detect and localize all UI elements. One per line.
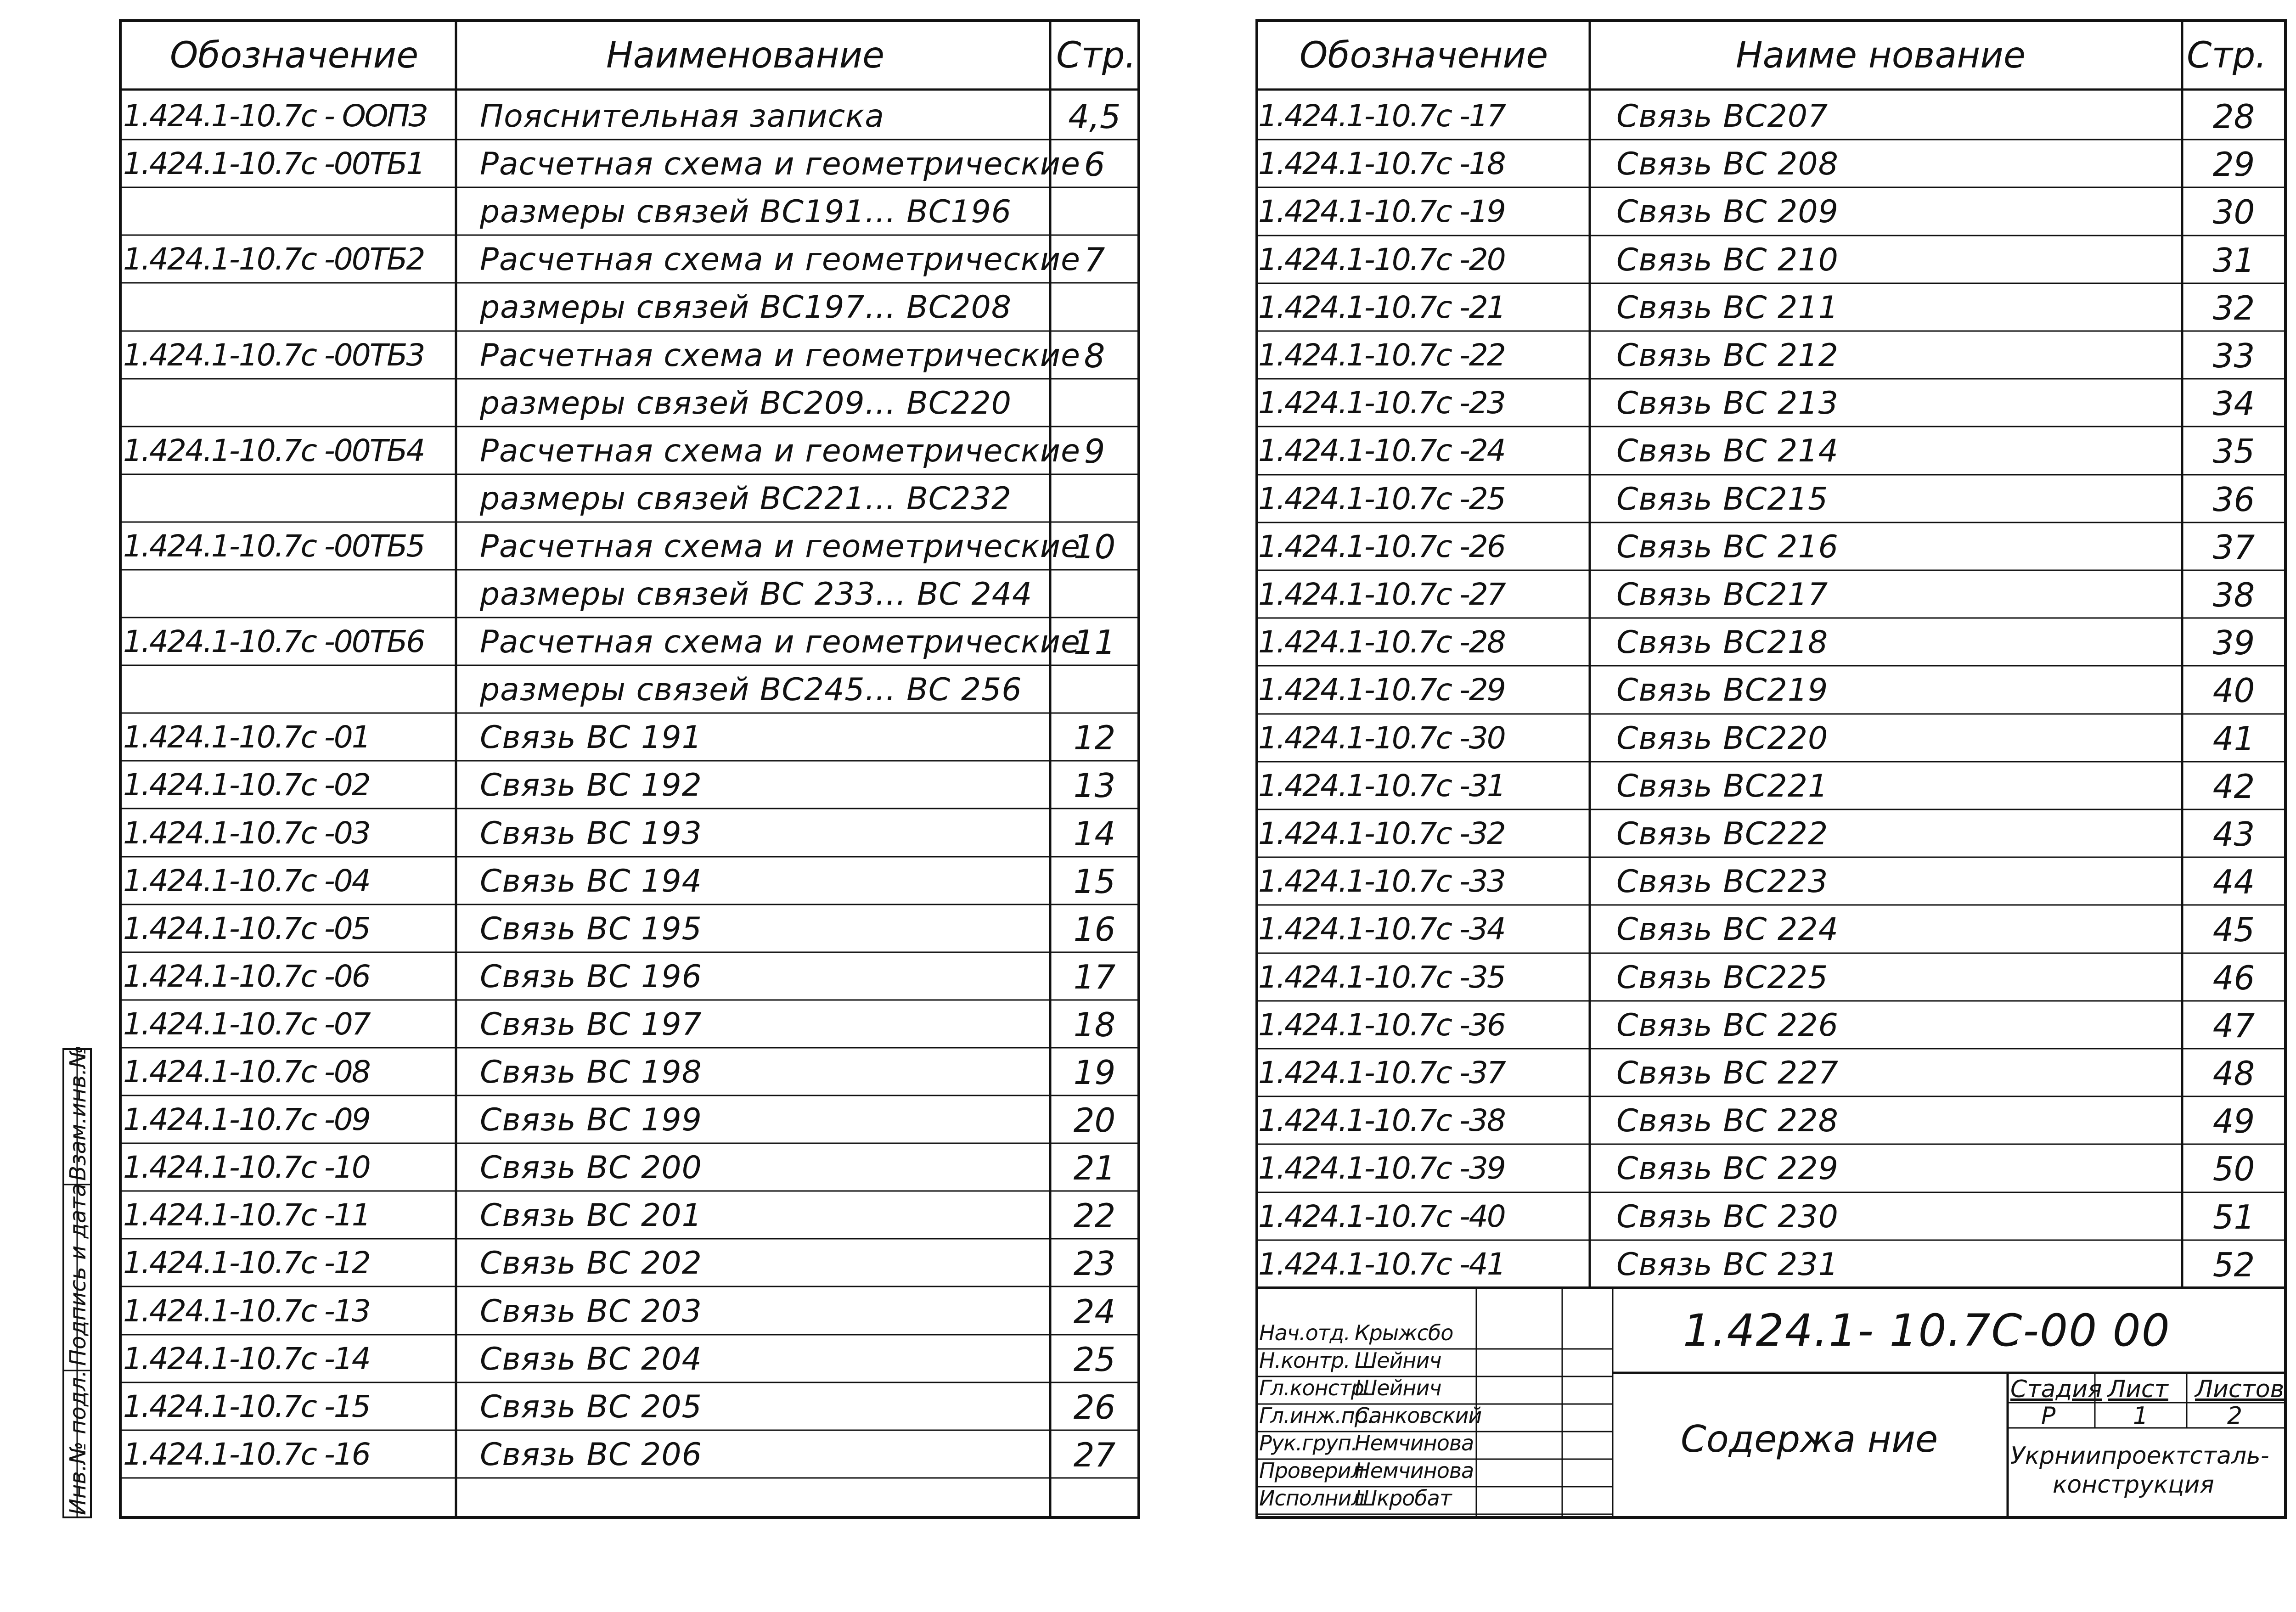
left-row-page: 22 (1073, 1196, 1116, 1236)
left-row-page: 16 (1073, 910, 1116, 949)
left-row-code: 1.424.1-10.7с -03 (123, 815, 370, 851)
right-row-code: 1.424.1-10.7с -31 (1258, 768, 1505, 803)
left-row-code: 1.424.1-10.7с -00ТБ1 (123, 146, 424, 182)
right-row-page: 29 (2212, 145, 2255, 184)
left-row-name: размеры связей ВС191... ВС196 (480, 194, 1012, 230)
right-row-page: 37 (2212, 528, 2255, 567)
personnel-role: Нач.отд. (1259, 1320, 1350, 1345)
left-row-name: Расчетная схема и геометрические (480, 528, 1080, 565)
organization-line-2: конструкция (2053, 1471, 2214, 1499)
document-code: 1.424.1- 10.7С-00 00 (1683, 1305, 2171, 1356)
left-row-name: Связь ВС 194 (480, 863, 702, 899)
left-row-page: 17 (1073, 957, 1116, 996)
right-header-designation: Обозначение (1300, 35, 1548, 76)
left-row-page: 25 (1073, 1340, 1116, 1379)
right-row-page: 50 (2212, 1150, 2255, 1189)
right-row-page: 35 (2212, 432, 2255, 471)
left-row-page: 7 (1084, 241, 1105, 280)
right-row-page: 36 (2212, 480, 2255, 519)
right-row-page: 28 (2212, 97, 2255, 136)
right-row-page: 44 (2212, 863, 2255, 902)
side-stamp-replacement-inv: Взам.инв.№ (65, 1045, 91, 1181)
left-row-code: 1.424.1-10.7с -09 (123, 1102, 370, 1138)
personnel-role: Н.контр. (1259, 1348, 1350, 1373)
personnel-name: Немчинова (1355, 1431, 1474, 1455)
left-row-name: размеры связей ВС197... ВС208 (480, 289, 1012, 326)
right-row-code: 1.424.1-10.7с -26 (1258, 528, 1505, 564)
right-row-name: Связь ВС 211 (1616, 289, 1839, 326)
left-row-name: Связь ВС 199 (480, 1102, 702, 1139)
sheet-label: Лист (2108, 1376, 2168, 1403)
right-row-name: Связь ВС207 (1616, 98, 1829, 135)
left-row-code: 1.424.1-10.7с -06 (123, 958, 370, 994)
left-row-page: 19 (1073, 1053, 1116, 1092)
right-row-name: Связь ВС218 (1616, 624, 1829, 661)
left-row-name: Связь ВС 196 (480, 958, 702, 995)
right-row-code: 1.424.1-10.7с -39 (1258, 1151, 1505, 1186)
right-row-name: Связь ВС222 (1616, 816, 1829, 852)
left-row-code: 1.424.1-10.7с -08 (123, 1054, 370, 1090)
left-row-name: Пояснительная записка (480, 98, 884, 135)
left-row-code: 1.424.1-10.7с -11 (123, 1197, 370, 1233)
right-row-name: Связь ВС219 (1616, 672, 1829, 709)
left-row-page: 4,5 (1068, 97, 1121, 136)
right-row-code: 1.424.1-10.7с -23 (1258, 385, 1505, 421)
left-row-code: 1.424.1-10.7с -00ТБ3 (123, 337, 424, 373)
left-header-name: Наименование (606, 35, 885, 76)
right-row-code: 1.424.1-10.7с -35 (1258, 959, 1505, 995)
right-row-code: 1.424.1-10.7с -40 (1258, 1198, 1505, 1234)
left-row-name: Расчетная схема и геометрические (480, 146, 1080, 183)
right-row-page: 47 (2212, 1006, 2255, 1045)
right-row-name: Связь ВС217 (1616, 577, 1829, 613)
personnel-name: Немчинова (1355, 1458, 1474, 1483)
sheet-title: Содержа ние (1681, 1418, 1938, 1460)
right-row-name: Связь ВС 227 (1616, 1055, 1839, 1091)
right-row-page: 40 (2212, 671, 2255, 710)
left-row-name: размеры связей ВС245... ВС 256 (480, 672, 1022, 708)
left-row-name: размеры связей ВС221... ВС232 (480, 480, 1012, 517)
right-header-name: Наиме нование (1736, 35, 2026, 76)
personnel-role: Рук.груп. (1259, 1431, 1357, 1455)
right-row-page: 38 (2212, 576, 2255, 614)
left-row-name: Связь ВС 198 (480, 1054, 702, 1090)
left-row-code: 1.424.1-10.7с - ООПЗ (123, 98, 427, 134)
left-row-code: 1.424.1-10.7с -04 (123, 863, 370, 899)
right-row-code: 1.424.1-10.7с -37 (1258, 1055, 1505, 1090)
right-row-name: Связь ВС 216 (1616, 528, 1839, 565)
right-row-code: 1.424.1-10.7с -38 (1258, 1103, 1505, 1139)
left-row-code: 1.424.1-10.7с -01 (123, 719, 370, 755)
right-row-page: 33 (2212, 337, 2255, 375)
left-row-page: 23 (1073, 1244, 1116, 1283)
personnel-role: Исполнил (1259, 1486, 1364, 1511)
right-row-page: 39 (2212, 623, 2255, 663)
right-row-page: 30 (2212, 193, 2255, 232)
left-row-name: Связь ВС 191 (480, 719, 702, 756)
left-row-page: 14 (1073, 814, 1116, 853)
left-row-page: 24 (1073, 1292, 1116, 1331)
right-row-code: 1.424.1-10.7с -24 (1258, 433, 1505, 469)
right-row-code: 1.424.1-10.7с -25 (1258, 481, 1505, 517)
right-row-name: Связь ВС225 (1616, 959, 1829, 996)
left-row-page: 27 (1073, 1435, 1116, 1474)
left-row-page: 6 (1084, 145, 1105, 184)
personnel-role: Гл.инж.пр. (1259, 1403, 1374, 1428)
left-row-code: 1.424.1-10.7с -00ТБ2 (123, 242, 424, 277)
right-row-page: 49 (2212, 1102, 2255, 1141)
right-row-code: 1.424.1-10.7с -28 (1258, 624, 1505, 660)
left-row-name: Связь ВС 204 (480, 1341, 702, 1377)
right-row-code: 1.424.1-10.7с -34 (1258, 911, 1505, 947)
personnel-name: Санковский (1355, 1403, 1482, 1428)
right-row-name: Связь ВС 230 (1616, 1198, 1839, 1235)
right-row-name: Связь ВС 231 (1616, 1246, 1839, 1283)
left-row-code: 1.424.1-10.7с -14 (123, 1341, 370, 1376)
right-row-code: 1.424.1-10.7с -17 (1258, 98, 1505, 134)
left-row-code: 1.424.1-10.7с -10 (123, 1150, 370, 1185)
right-row-name: Связь ВС 214 (1616, 433, 1839, 470)
left-row-name: Связь ВС 202 (480, 1245, 702, 1282)
right-row-name: Связь ВС 209 (1616, 194, 1839, 230)
right-row-page: 32 (2212, 288, 2255, 327)
left-row-page: 15 (1073, 862, 1116, 901)
right-row-name: Связь ВС 229 (1616, 1151, 1839, 1187)
left-row-page: 10 (1073, 527, 1116, 566)
left-row-page: 9 (1084, 432, 1105, 471)
right-row-code: 1.424.1-10.7с -32 (1258, 816, 1505, 851)
right-row-page: 43 (2212, 815, 2255, 854)
left-row-page: 21 (1073, 1149, 1116, 1188)
left-row-code: 1.424.1-10.7с -00ТБ5 (123, 528, 424, 564)
sheets-value: 2 (2227, 1402, 2243, 1430)
sheet-value: 1 (2133, 1402, 2149, 1430)
side-stamp-inv-no: Инв.№ подл. (65, 1370, 91, 1515)
left-row-name: Связь ВС 203 (480, 1293, 702, 1330)
right-row-code: 1.424.1-10.7с -27 (1258, 577, 1505, 612)
right-header-page: Стр. (2187, 35, 2267, 76)
left-row-page: 8 (1084, 336, 1105, 375)
left-row-name: Связь ВС 192 (480, 767, 702, 804)
stage-value: Р (2041, 1402, 2056, 1430)
organization-line-1: Укрниипроектсталь- (2010, 1442, 2269, 1470)
right-row-code: 1.424.1-10.7с -18 (1258, 146, 1505, 182)
left-row-page: 18 (1073, 1005, 1116, 1044)
left-row-name: размеры связей ВС209... ВС220 (480, 385, 1012, 421)
right-row-name: Связь ВС223 (1616, 864, 1829, 900)
left-row-name: Расчетная схема и геометрические (480, 624, 1080, 661)
right-row-name: Связь ВС220 (1616, 720, 1829, 757)
right-row-name: Связь ВС 224 (1616, 911, 1839, 948)
left-row-name: Связь ВС 206 (480, 1436, 702, 1473)
right-row-code: 1.424.1-10.7с -22 (1258, 337, 1505, 373)
right-row-code: 1.424.1-10.7с -36 (1258, 1007, 1505, 1043)
left-row-name: Расчетная схема и геометрические (480, 337, 1080, 374)
right-row-code: 1.424.1-10.7с -33 (1258, 864, 1505, 899)
stage-label: Стадия (2010, 1376, 2102, 1403)
left-row-name: Связь ВС 197 (480, 1006, 702, 1043)
left-row-name: Расчетная схема и геометрические (480, 432, 1080, 469)
right-row-code: 1.424.1-10.7с -30 (1258, 720, 1505, 756)
side-stamp-signature-date: Подпись и дата (65, 1183, 91, 1366)
right-row-name: Связь ВС 228 (1616, 1103, 1839, 1140)
right-row-page: 45 (2212, 910, 2255, 949)
sheets-label: Листов (2195, 1376, 2285, 1403)
personnel-name: Шкробат (1355, 1486, 1452, 1511)
left-row-name: Связь ВС 195 (480, 910, 702, 947)
right-row-name: Связь ВС 212 (1616, 337, 1839, 374)
right-row-name: Связь ВС 208 (1616, 146, 1839, 183)
personnel-name: Шейнич (1355, 1348, 1441, 1373)
right-row-name: Связь ВС 213 (1616, 385, 1839, 422)
personnel-name: Крыжсбо (1355, 1320, 1453, 1345)
right-row-name: Связь ВС 226 (1616, 1007, 1839, 1044)
right-row-code: 1.424.1-10.7с -21 (1258, 289, 1505, 325)
left-row-code: 1.424.1-10.7с -15 (123, 1388, 370, 1424)
right-row-page: 41 (2212, 719, 2255, 758)
left-row-page: 11 (1073, 623, 1116, 662)
left-row-page: 20 (1073, 1101, 1116, 1140)
left-row-code: 1.424.1-10.7с -07 (123, 1006, 370, 1042)
left-row-name: Связь ВС 193 (480, 815, 702, 852)
right-row-page: 42 (2212, 767, 2255, 806)
left-row-code: 1.424.1-10.7с -05 (123, 910, 370, 946)
right-row-page: 51 (2212, 1197, 2255, 1236)
right-row-code: 1.424.1-10.7с -41 (1258, 1246, 1505, 1282)
left-row-page: 26 (1073, 1387, 1116, 1427)
left-row-code: 1.424.1-10.7с -00ТБ6 (123, 624, 424, 660)
left-row-name: размеры связей ВС 233... ВС 244 (480, 576, 1033, 612)
right-row-page: 48 (2212, 1054, 2255, 1093)
right-row-page: 31 (2212, 241, 2255, 280)
right-row-name: Связь ВС215 (1616, 481, 1829, 517)
left-row-code: 1.424.1-10.7с -12 (123, 1245, 370, 1281)
personnel-role: Проверил (1259, 1458, 1364, 1483)
left-row-name: Расчетная схема и геометрические (480, 242, 1080, 278)
right-row-page: 52 (2212, 1245, 2255, 1284)
personnel-name: Шейнич (1355, 1376, 1441, 1400)
left-row-name: Связь ВС 200 (480, 1150, 702, 1186)
right-row-page: 46 (2212, 958, 2255, 997)
right-row-code: 1.424.1-10.7с -29 (1258, 672, 1505, 708)
left-row-page: 13 (1073, 766, 1116, 805)
left-row-page: 12 (1073, 719, 1116, 758)
left-row-code: 1.424.1-10.7с -02 (123, 767, 370, 803)
right-row-page: 34 (2212, 384, 2255, 423)
left-header-page: Стр. (1056, 35, 1137, 76)
left-header-designation: Обозначение (170, 35, 419, 76)
left-row-name: Связь ВС 201 (480, 1197, 702, 1234)
left-row-code: 1.424.1-10.7с -16 (123, 1436, 370, 1472)
right-row-code: 1.424.1-10.7с -19 (1258, 194, 1505, 230)
right-row-name: Связь ВС221 (1616, 768, 1829, 804)
right-row-code: 1.424.1-10.7с -20 (1258, 242, 1505, 277)
right-row-name: Связь ВС 210 (1616, 242, 1839, 278)
personnel-role: Гл.констр. (1259, 1376, 1370, 1400)
left-row-code: 1.424.1-10.7с -00ТБ4 (123, 432, 424, 468)
left-row-name: Связь ВС 205 (480, 1388, 702, 1425)
left-row-code: 1.424.1-10.7с -13 (123, 1293, 370, 1329)
